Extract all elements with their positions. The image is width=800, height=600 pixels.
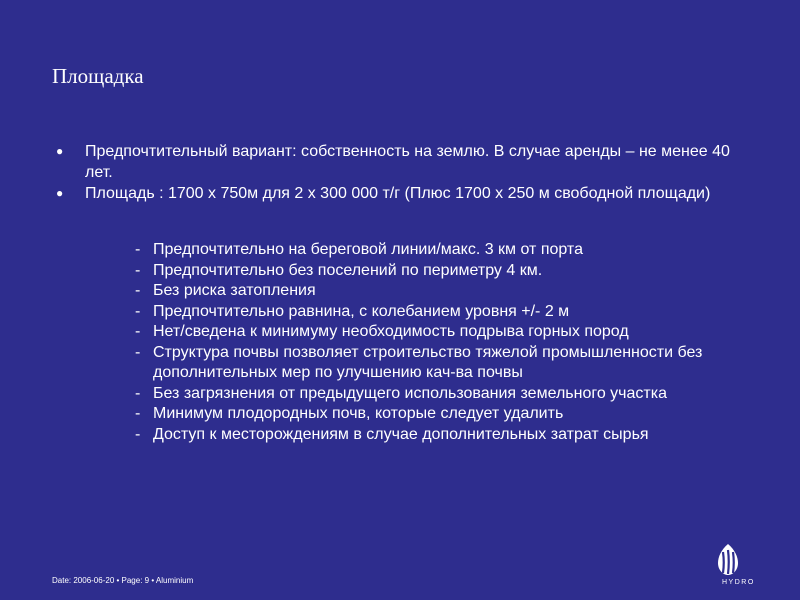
bullet-item — [52, 141, 752, 183]
sub-item-text: Минимум плодородных почв, которые следует удалить — [153, 405, 564, 422]
sub-item-text: Предпочтительно на береговой линии/макс. 3 км от порта — [153, 241, 583, 258]
dash-marker: - — [135, 323, 141, 340]
dash-marker: - — [135, 405, 141, 422]
sub-item — [135, 404, 755, 425]
sub-item-text: Предпочтительно равнина, с колебанием уровня +/- 2 м — [153, 302, 570, 320]
sub-item-text: Нет/сведена к минимуму необходимость подрыва горных пород — [153, 323, 629, 340]
sub-item-text: Доступ к месторождениям в случае дополнительных затрат сырья — [153, 425, 649, 443]
sub-item — [135, 343, 755, 384]
sub-item-text: Структура почвы позволяет строительство тяжелой промышленности без дополнительных мер по улучшению кач-ва почвы — [153, 343, 703, 381]
dash-marker: - — [135, 302, 141, 320]
sub-item — [135, 425, 755, 446]
bullet-item — [52, 183, 752, 204]
dash-marker: - — [135, 282, 141, 299]
dash-marker: - — [135, 261, 141, 279]
slide-title: Площадка — [52, 64, 144, 88]
bullet-dot-icon: ● — [56, 186, 64, 200]
sub-item — [135, 261, 755, 282]
sub-item — [135, 322, 755, 343]
dash-marker: - — [135, 425, 141, 443]
sub-item — [135, 240, 755, 261]
sub-item-text: Без риска затопления — [153, 282, 316, 299]
sub-list — [135, 240, 755, 445]
sub-item — [135, 281, 755, 302]
sub-item — [135, 384, 755, 405]
bullet-dot-icon: ● — [56, 144, 64, 158]
dash-marker: - — [135, 384, 141, 402]
bullet-list — [52, 141, 752, 204]
sub-item-text: Без загрязнения от предыдущего использования земельного участка — [153, 384, 667, 402]
sub-item-text: Предпочтительно без поселений по периметру 4 км. — [153, 261, 543, 279]
logo-wordmark: HYDRO — [722, 579, 755, 586]
bullet-text: Предпочтительный вариант: собственность на землю. В случае аренды – не менее 40 лет. — [85, 143, 730, 181]
dash-marker: - — [135, 241, 141, 258]
dash-marker: - — [135, 343, 141, 361]
sub-item — [135, 302, 755, 323]
footer-text: Date: 2006-06-20 • Page: 9 • Aluminium — [52, 576, 194, 585]
bullet-text: Площадь : 1700 х 750м для 2 х 300 000 т/г (Плюс 1700 х 250 м свободной площади) — [85, 185, 711, 202]
